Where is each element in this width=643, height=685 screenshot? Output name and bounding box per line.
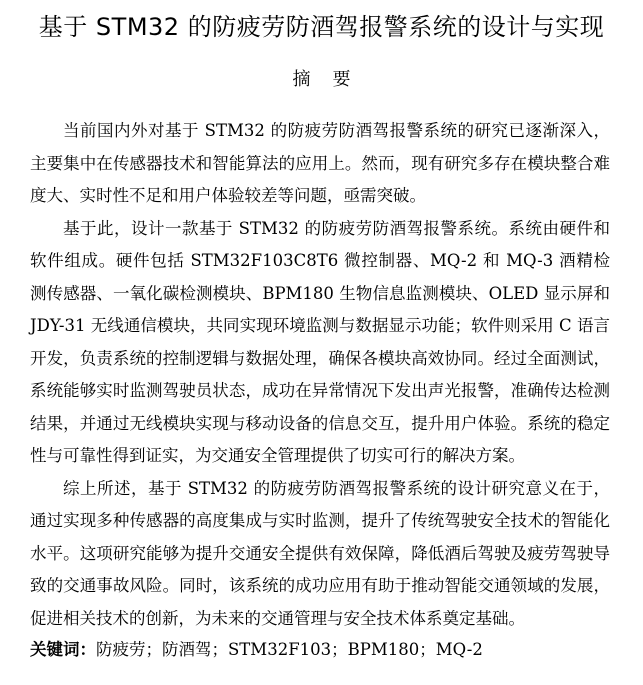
keywords-line [30,638,610,662]
abstract-heading-char-2: 要 [332,69,351,90]
abstract-paragraph-2: 基于此，设计一款基于 STM32 的防疲劳防酒驾报警系统。系统由硬件和软件组成。硬件包括 STM32F103C8T6 微控制器、MQ-2 和 MQ-3 酒精检测传感器、一氧化碳检测模块、BPM180 生物信息监测模块、OLED 显示屏和 JDY-31 无线通信模块，共同实现环境监测与数据显示功能；软件则采用 C 语言开发，负责系统的控制逻辑与数据处理，确保各模块高效协同。经过全面测试，系统能够实时监测驾驶员状态，成功在异常情况下发出声光报警，准确传达检测结果，并通过无线模块实现与移动设备的信息交互，提升用户体验。系统的稳定性与可靠性得到证实，为交通安全管理提供了切实可行的解决方案。 [30,218,610,465]
keywords-label: 关键词： [30,640,96,659]
keywords-value: 防疲劳；防酒驾；STM32F103；BPM180；MQ-2 [96,640,483,659]
abstract-heading-char-1: 摘 [292,69,311,90]
abstract-paragraph-3: 综上所述，基于 STM32 的防疲劳防酒驾报警系统的设计研究意义在于，通过实现多种传感器的高度集成与实时监测，提升了传统驾驶安全技术的智能化水平。这项研究能够为提升交通安全提供有效保障，降低酒后驾驶及疲劳驾驶导致的交通事故风险。同时，该系统的成功应用有助于推动智能交通领域的发展，促进相关技术的创新，为未来的交通管理与安全技术体系奠定基础。 [30,478,610,628]
abstract-heading [0,66,643,94]
document-title: 基于 STM32 的防疲劳防酒驾报警系统的设计与实现 [38,13,605,41]
abstract-body [30,115,610,635]
abstract-paragraph-1: 当前国内外对基于 STM32 的防疲劳防酒驾报警系统的研究已逐渐深入，主要集中在传感器技术和智能算法的应用上。然而，现有研究多存在模块整合难度大、实时性不足和用户体验较差等问题，亟需突破。 [30,121,610,205]
